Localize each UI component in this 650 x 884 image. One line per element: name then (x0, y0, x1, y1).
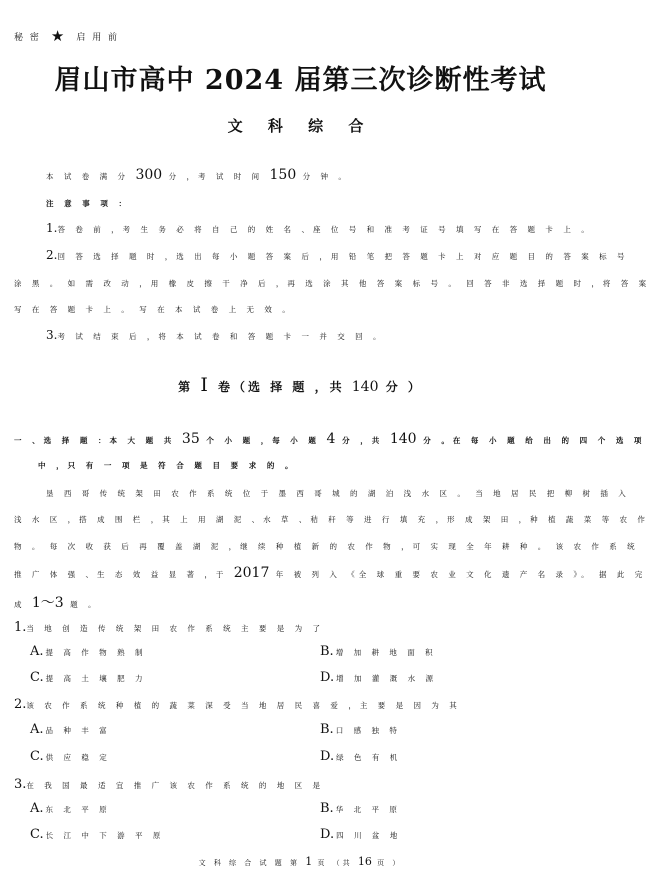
total-pages: 16 (357, 855, 372, 868)
option-text: 供 应 稳 定 (45, 753, 111, 762)
notice-text: 考 试 结 束 后 ，将 本 试 卷 和 答 题 卡 一 并 交 回 。 (57, 332, 385, 341)
notice-number: 3. (46, 328, 58, 342)
option-letter: C. (30, 827, 44, 842)
option-c[interactable] (30, 827, 164, 842)
passage-line: 物 。 每 次 收 获 后 再 覆 盖 湖 泥 ，继 续 种 植 新 的 农 作 物 ，可 实 现 全 年 耕 种 。 该 农 作 系 统 (14, 542, 639, 551)
option-letter: C. (30, 670, 44, 685)
instruction-text: 分 ，共 (342, 436, 384, 445)
option-d[interactable] (320, 827, 401, 842)
volume-heading (0, 374, 601, 396)
option-text: 华 北 平 原 (335, 805, 401, 814)
option-letter: C. (30, 749, 44, 764)
volume-mid: 卷（选 择 题 ，共 (218, 380, 345, 394)
question-stem (14, 697, 461, 712)
full-score: 300 (135, 167, 163, 183)
option-letter: A. (30, 722, 44, 737)
part-instruction (14, 431, 646, 447)
option-letter: B. (320, 722, 334, 737)
question-text: 在 我 国 最 适 宜 推 广 该 农 作 系 统 的 地 区 是 (26, 781, 325, 790)
notice-item-2-line2: 涂 黑 。 如 需 改 动 ，用 橡 皮 擦 干 净 后 ，再 选 涂 其 他 答 案 标 号 。 回 答 非 选 择 题 时 ，将 答 案 (14, 279, 650, 288)
notice-number: 2. (46, 248, 58, 262)
exam-subject: 文 科 综 合 (227, 117, 374, 135)
passage-text: 推 广 体 强 、生 态 效 益 显 著 ，于 (14, 570, 228, 579)
volume-numeral: Ⅰ (200, 374, 211, 396)
notice-item-2 (46, 248, 628, 262)
exam-info-text: 本 试 卷 满 分 (46, 172, 130, 181)
option-text: 提 高 土 壤 肥 力 (45, 674, 147, 683)
notice-item-1 (46, 221, 593, 235)
question-number: 3. (14, 777, 27, 792)
option-letter: D. (320, 749, 335, 764)
before-use-label: 启 用 前 (76, 33, 120, 43)
passage-line: 垦 西 哥 传 统 架 田 农 作 系 统 位 于 墨 西 哥 城 的 湖 泊 浅 水 区 。 当 地 居 民 把 柳 树 插 入 (46, 489, 630, 498)
option-text: 提 高 作 物 熟 制 (45, 648, 147, 657)
total-points: 140 (389, 431, 417, 447)
passage-line (14, 565, 647, 581)
points-per-question: 4 (326, 431, 336, 447)
question-number: 1. (14, 620, 27, 635)
notice-text: 回 答 选 择 题 时 ，选 出 每 小 题 答 案 后 ，用 铅 笔 把 答 题 卡 上 对 应 题 目 的 答 案 标 号 (57, 252, 629, 261)
volume-pre: 第 (178, 380, 194, 394)
passage-line: 浅 水 区 ，搭 成 围 栏 ，其 上 用 湖 泥 、水 草 、秸 秆 等 进 行 填 充 ，形 成 架 田 ，种 植 蔬 菜 等 农 作 (14, 515, 649, 524)
instruction-text: 一 、选 择 题 ：本 大 题 共 (14, 436, 176, 445)
option-text: 四 川 盆 地 (336, 831, 402, 840)
footer-text: 第 (289, 859, 300, 867)
option-letter: A. (30, 801, 44, 816)
footer-text: 页 ） (377, 859, 403, 867)
option-c[interactable] (30, 670, 147, 685)
instruction-text: 个 小 题 ，每 小 题 (206, 436, 320, 445)
question-stem (14, 777, 324, 792)
option-text: 绿 色 有 机 (336, 753, 402, 762)
exam-info (46, 167, 350, 183)
question-text: 当 地 创 造 传 统 架 田 农 作 系 统 主 要 是 为 了 (26, 624, 325, 633)
part-instruction-line2: 中 ，只 有 一 项 是 符 合 题 目 要 求 的 。 (38, 461, 297, 470)
secret-label: 秘 密 (14, 33, 41, 43)
question-number: 2. (14, 697, 27, 712)
option-text: 增 加 耕 地 面 积 (335, 648, 437, 657)
question-range: 1～3 (31, 595, 64, 611)
page-number: 1 (305, 855, 313, 868)
passage-text: 题 。 (70, 600, 100, 609)
notice-heading: 注 意 事 项 ： (46, 199, 130, 208)
question-count: 35 (181, 431, 200, 447)
instruction-text: 分 。在 每 小 题 给 出 的 四 个 选 项 (423, 436, 646, 445)
option-d[interactable] (320, 670, 437, 685)
option-text: 增 加 灌 溉 水 源 (336, 674, 438, 683)
exam-info-text: 分 ，考 试 时 间 (168, 172, 264, 181)
option-c[interactable] (30, 749, 111, 764)
notice-item-3 (46, 328, 384, 342)
star-icon: ★ (50, 27, 67, 45)
question-text: 该 农 作 系 统 种 植 的 蔬 菜 深 受 当 地 居 民 喜 爱 ，主 要 是 因 为 其 (26, 701, 461, 710)
option-text: 东 北 平 原 (45, 805, 111, 814)
option-b[interactable] (320, 722, 401, 737)
option-b[interactable] (320, 644, 437, 659)
option-d[interactable] (320, 749, 401, 764)
option-letter: B. (320, 801, 334, 816)
footer-text: 页 （共 (317, 859, 353, 867)
volume-points: 140 (351, 379, 379, 395)
question-stem (14, 620, 324, 635)
passage-line (14, 592, 100, 612)
option-text: 长 江 中 下 游 平 原 (45, 831, 165, 840)
option-b[interactable] (320, 801, 401, 816)
exam-duration: 150 (269, 167, 297, 183)
notice-text: 答 卷 前 ，考 生 务 必 将 自 己 的 姓 名 、座 位 号 和 准 考 证 号 填 写 在 答 题 卡 上 。 (57, 225, 593, 234)
passage-text: 年 被 列 入 《全 球 重 要 农 业 文 化 遗 产 名 录 》。 据 此 完 (275, 570, 647, 579)
option-a[interactable] (30, 644, 146, 659)
option-a[interactable] (30, 801, 111, 816)
exam-title: 眉山市高中 2024 届第三次诊断性考试 (54, 65, 547, 96)
notice-item-2-line3: 写 在 答 题 卡 上 。 写 在 本 试 卷 上 无 效 。 (14, 305, 294, 314)
option-letter: D. (320, 827, 335, 842)
passage-year: 2017 (233, 565, 270, 581)
volume-post: 分 ） (385, 380, 423, 394)
confidential-mark (14, 26, 119, 44)
option-text: 口 感 独 特 (335, 726, 401, 735)
passage-text: 成 (14, 600, 26, 609)
exam-info-text: 分 钟 。 (302, 172, 350, 181)
page-footer (0, 855, 601, 868)
notice-number: 1. (46, 221, 58, 235)
option-letter: B. (320, 644, 334, 659)
option-letter: A. (30, 644, 44, 659)
option-text: 品 种 丰 富 (45, 726, 111, 735)
option-a[interactable] (30, 722, 111, 737)
option-letter: D. (320, 670, 335, 685)
footer-subject: 文 科 综 合 试 题 (198, 859, 285, 867)
